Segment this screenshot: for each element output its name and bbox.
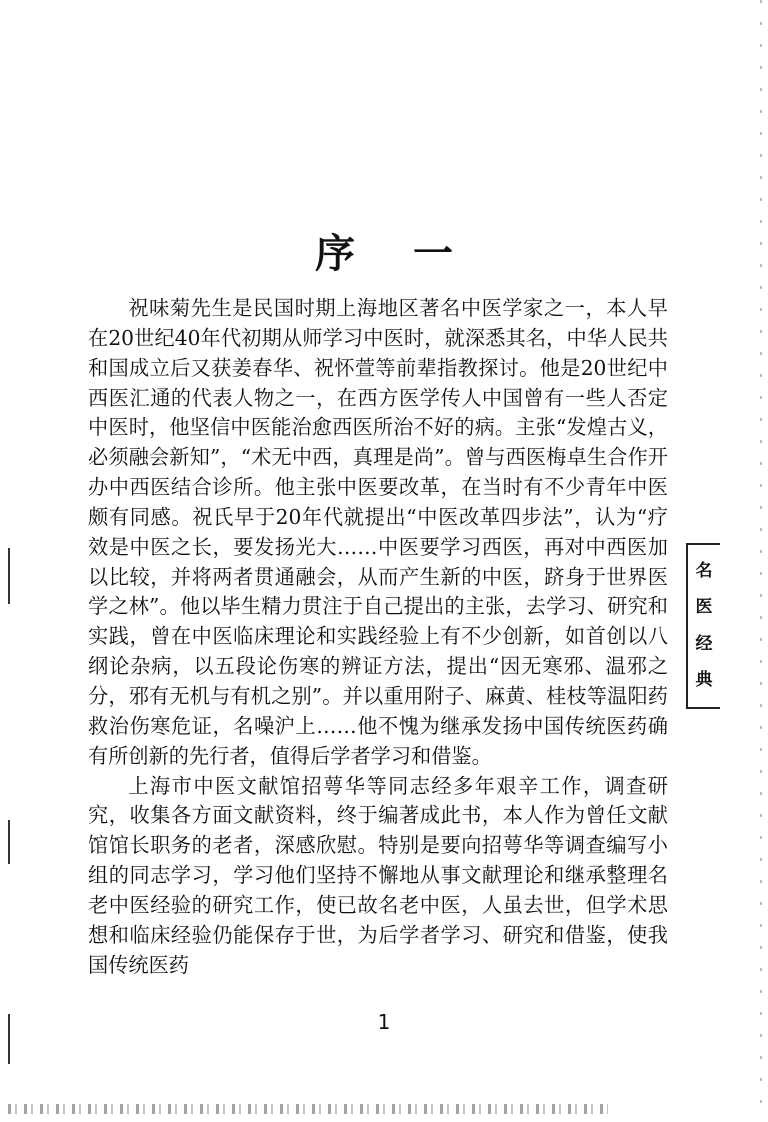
title-char-1: 序 (315, 231, 355, 277)
section-tab (686, 543, 720, 709)
section-tab-char: 典 (695, 670, 713, 691)
scan-bottom-strip (8, 1104, 608, 1114)
page-title (0, 222, 768, 279)
scan-margin-bar (8, 820, 10, 864)
preface-body (88, 294, 668, 980)
scan-right-edge (760, 0, 762, 1122)
section-tab-char: 医 (695, 597, 713, 618)
section-tab-char: 名 (695, 560, 713, 581)
paragraph: 祝味菊先生是民国时期上海地区著名中医学家之一，本人早在20世纪40年代初期从师学习中医时，就深悉其名，中华人民共和国成立后又获姜春华、祝怀萱等前辈指教探讨。他是20世纪中西医汇通的代表人物之一，在西方医学传人中国曾有一些人否定中医时，他坚信中医能治愈西医所治不好的病。主张“发煌古义，必须融会新知”，“术无中西，真理是尚”。曾与西医梅卓生合作开办中西医结合诊所。他主张中医要改革，在当时有不少青年中医颇有同感。祝氏早于20年代就提出“中医改革四步法”，认为“疗效是中医之长，要发扬光大……中医要学习西医，再对中西医加以比较，并将两者贯通融会，从而产生新的中医，跻身于世界医学之林”。他以毕生精力贯注于自己提出的主张，去学习、研究和实践，曾在中医临床理论和实践经验上有不少创新，如首创以八纲论杂病，以五段论伤寒的辨证方法，提出“因无寒邪、温邪之分，邪有无机与有机之别”。并以重用附子、麻黄、桂枝等温阳药救治伤寒危证，名噪沪上……他不愧为继承发扬中国传统医药确有所创新的先行者，值得后学者学习和借鉴。 (88, 296, 668, 768)
page-number: 1 (377, 1010, 391, 1034)
scan-margin-bar (8, 548, 10, 604)
scan-margin-bar (8, 1014, 10, 1064)
title-char-2: 一 (413, 231, 453, 277)
paragraph: 上海市中医文献馆招萼华等同志经多年艰辛工作，调查研究，收集各方面文献资料，终于编著成此书，本人作为曾任文献馆馆长职务的老者，深感欣慰。特别是要向招萼华等调查编写小组的同志学习，学习他们坚持不懈地从事文献理论和继承整理名老中医经验的研究工作，使已故名老中医，人虽去世，但学术思想和临床经验仍能保存于世，为后学者学习、研究和借鉴，使我国传统医药 (88, 773, 668, 977)
section-tab-char: 经 (695, 633, 713, 654)
